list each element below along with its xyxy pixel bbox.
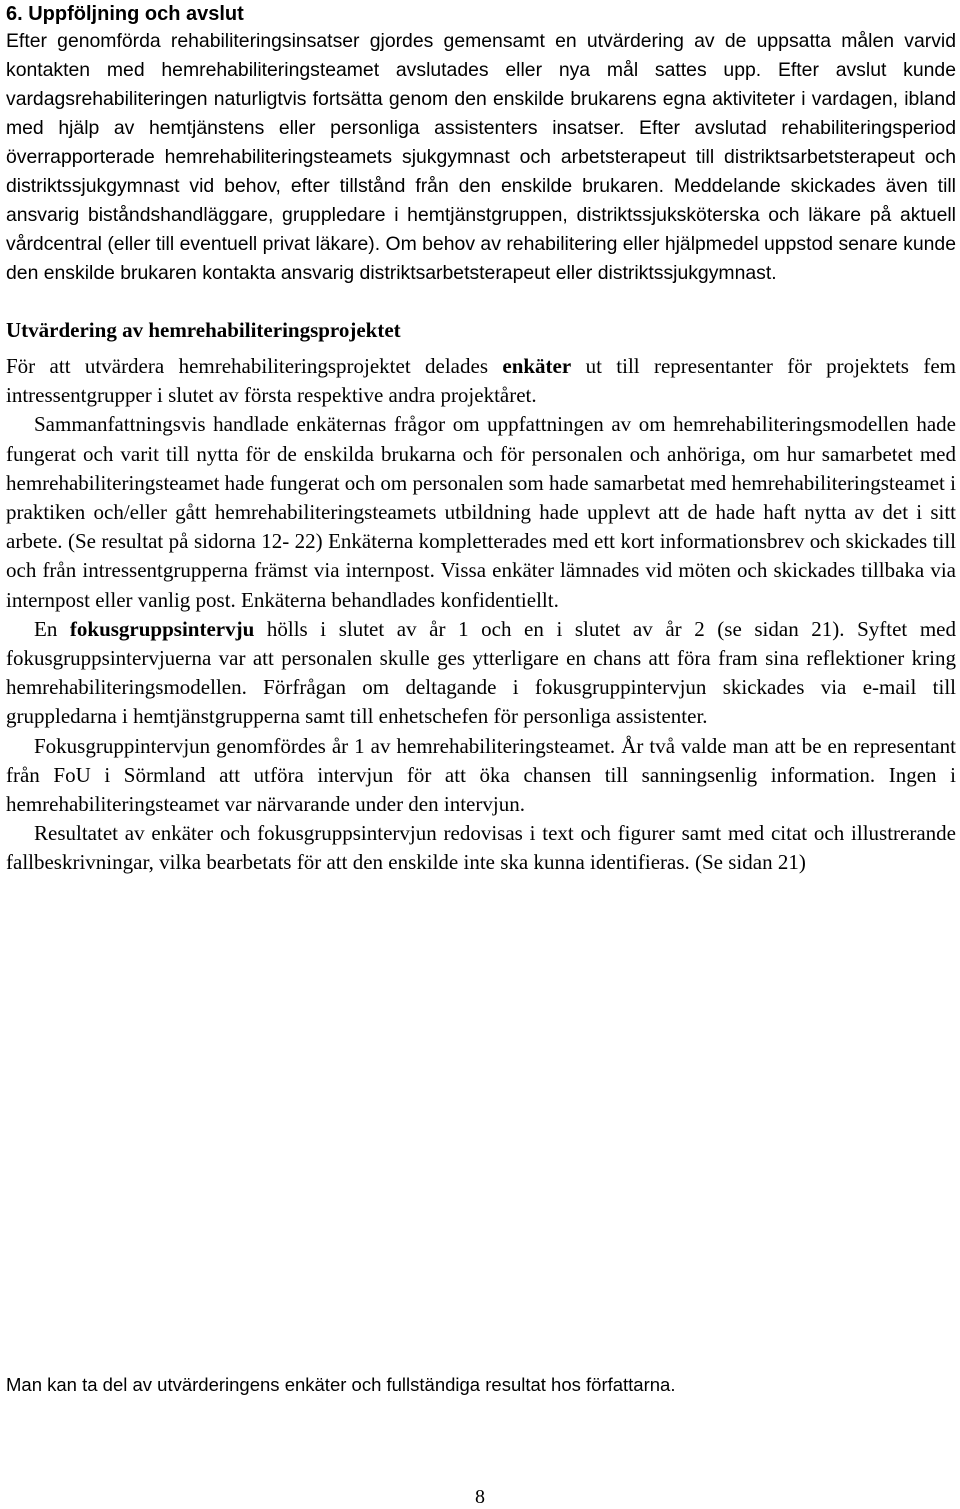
section-paragraph: Efter genomförda rehabiliteringsinsatser gjordes gemensamt en utvärdering av de uppsatta målen varvid kontakten med hemrehabiliteringsteamet avslutades eller nya mål sattes upp. Efter avslut kunde vardagsrehabiliteringen naturligtvis fortsätta genom den enskilde brukarens egna aktiviteter i vardagen, ibland med hjälp av hemtjänstens eller personliga assistenters insatser. Efter avslutad rehabiliteringsperiod överrapporterade hemrehabiliteringsteamets sjukgymnast och arbetsterapeut till distriktsarbetsterapeut och distriktssjukgymnast vid behov, efter tillstånd från den enskilde brukaren. Meddelande skickades även till ansvarig biståndshandläggare, gruppledare i hemtjänstgruppen, distriktssjuksköterska och läkare på aktuell vårdcentral (eller till eventuell privat läkare). Om behov av rehabilitering eller hjälpmedel uppstod senare kunde den enskilde brukaren kontakta ansvarig distriktsarbetsterapeut eller distriktssjukgymnast.	[6, 30, 956, 284]
evaluation-paragraph-5: Resultatet av enkäter och fokusgruppsintervjun redovisas i text och figurer samt med citat och illustrerande fallbeskrivningar, vilka bearbetats för att den enskilde inte ska kunna identifieras. (Se sidan 21)	[6, 821, 956, 875]
footnote: Man kan ta del av utvärderingens enkäter och fullständiga resultat hos författarna.	[6, 1374, 676, 1395]
section-heading: 6. Uppföljning och avslut	[6, 3, 244, 25]
text-run: En	[34, 616, 70, 641]
document-page	[6, 0, 956, 878]
text-run: För att utvärdera hemrehabiliteringsprojektet delades	[6, 354, 503, 378]
bold-term-fokusgruppsintervju: fokusgruppsintervju	[69, 616, 255, 641]
page-number: 8	[475, 1486, 485, 1508]
spacer	[6, 288, 956, 316]
text-run: ut till representanter för projektets fem intressentgrupper i slutet av första respektive andra projektåret.	[6, 354, 956, 408]
evaluation-heading: Utvärdering av hemrehabiliteringsprojektet	[6, 318, 401, 342]
evaluation-paragraph-4: Fokusgruppintervjun genomfördes år 1 av hemrehabiliteringsteamet. År två valde man att be en representant från FoU i Sörmland att utföra intervjun för att öka chansen till sanningsenlig information. Ingen i hemrehabiliteringsteamet var närvarande under den intervjun.	[6, 733, 956, 817]
text-run: hölls i slutet av år 1 och en i slutet av år 2 (se sidan 21). Syftet med fokusgruppsintervjuerna var att personalen skulle ges ytterligare en chans att föra fram sina reflektioner kring hemrehabiliteringsmodellen. Förfrågan om deltagande i fokusgruppintervjun skickades via e-mail till gruppledarna i hemtjänstgrupperna samt till enhetschefen för personliga assistenter.	[6, 616, 956, 729]
evaluation-paragraph-3	[6, 615, 956, 732]
spacer	[6, 344, 956, 352]
bold-term-enkater: enkäter	[502, 354, 572, 378]
evaluation-paragraph-1	[6, 352, 956, 410]
evaluation-paragraph-2: Sammanfattningsvis handlade enkäternas frågor om uppfattningen av om hemrehabiliteringsmodellen hade fungerat och varit till nytta för de enskilda brukarna och för personalen och anhöriga, om hur samarbetet med hemrehabiliteringsteamet hade fungerat och om personalen som hade samarbetat med hemrehabiliteringsteamet i praktiken och/eller gått hemrehabiliteringsteamets utbildning hade upplevt att de hade haft nytta av det i sitt arbete. (Se resultat på sidorna 12- 22) Enkäterna kompletterades med ett kort informationsbrev och skickades till och från intressentgrupperna främst via internpost. Vissa enkäter lämnades vid möten och skickades tillbaka via internpost eller vanlig post. Enkäterna behandlades konfidentiellt.	[6, 412, 956, 612]
